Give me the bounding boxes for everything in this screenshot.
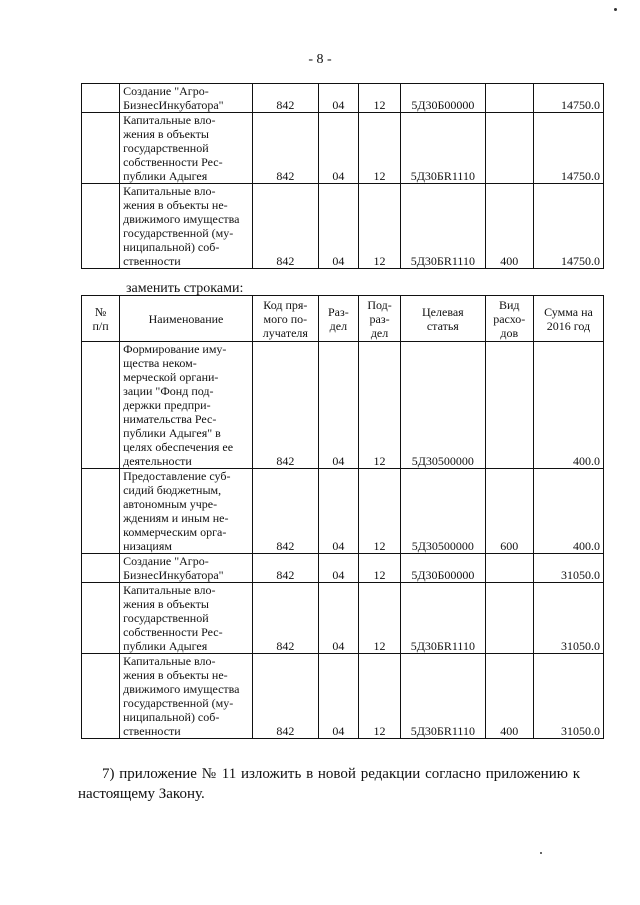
replace-instruction: заменить строками: (126, 281, 244, 296)
cell-expense-type (485, 113, 533, 184)
cell-sum: 400.0 (533, 469, 603, 554)
cell-target: 5Д30500000 (401, 469, 485, 554)
cell-expense-type: 600 (485, 469, 533, 554)
cell-name: Капитальные вло- жения в объекты не- движимого имущества государственной (му- ниципальной) соб- ственности (120, 654, 253, 739)
table-row (82, 113, 604, 184)
scan-mark (614, 8, 617, 11)
cell-name: Капитальные вло- жения в объекты государственной собственности Рес- публики Адыгея (120, 113, 253, 184)
cell-subsection: 12 (358, 84, 400, 113)
cell-target: 5Д30Б00000 (401, 554, 485, 583)
cell-subsection: 12 (358, 654, 400, 739)
cell-section: 04 (318, 342, 358, 469)
table-row (82, 84, 604, 113)
cell-code: 842 (252, 554, 318, 583)
header-code: Код пря- мого по- лучателя (252, 296, 318, 342)
cell-section: 04 (318, 113, 358, 184)
cell-code: 842 (252, 342, 318, 469)
cell-num (82, 84, 120, 113)
header-target: Целевая статья (401, 296, 485, 342)
cell-sum: 31050.0 (533, 583, 603, 654)
cell-target: 5Д30БR1110 (401, 654, 485, 739)
cell-section: 04 (318, 583, 358, 654)
cell-num (82, 184, 120, 269)
cell-section: 04 (318, 184, 358, 269)
table-row (82, 342, 604, 469)
header-section: Раз- дел (318, 296, 358, 342)
cell-name: Создание "Агро- БизнесИнкубатора" (120, 84, 253, 113)
cell-num (82, 342, 120, 469)
cell-sum: 14750.0 (533, 113, 603, 184)
cell-section: 04 (318, 84, 358, 113)
cell-section: 04 (318, 654, 358, 739)
cell-num (82, 113, 120, 184)
cell-subsection: 12 (358, 113, 400, 184)
cell-expense-type (485, 583, 533, 654)
cell-sum: 31050.0 (533, 554, 603, 583)
cell-target: 5Д30Б00000 (401, 84, 485, 113)
table-row (82, 469, 604, 554)
closing-paragraph: 7) приложение № 11 изложить в новой редакции согласно приложению к настоящему Закону. (78, 766, 580, 802)
cell-expense-type (485, 342, 533, 469)
cell-sum: 400.0 (533, 342, 603, 469)
cell-sum: 31050.0 (533, 654, 603, 739)
cell-num (82, 654, 120, 739)
table-row (82, 554, 604, 583)
cell-sum: 14750.0 (533, 84, 603, 113)
cell-code: 842 (252, 469, 318, 554)
budget-table-old (81, 83, 604, 269)
budget-table-old-body (82, 84, 604, 269)
cell-name: Формирование иму- щества неком- мерческой органи- зации "Фонд под- держки предпри- нимательства Рес- публики Адыгея" в целях обеспечения ее деятельности (120, 342, 253, 469)
cell-expense-type: 400 (485, 184, 533, 269)
cell-name: Создание "Агро- БизнесИнкубатора" (120, 554, 253, 583)
table-header (82, 296, 604, 342)
cell-target: 5Д30БR1110 (401, 184, 485, 269)
cell-target: 5Д30500000 (401, 342, 485, 469)
budget-table-new (81, 295, 604, 739)
cell-section: 04 (318, 554, 358, 583)
table-row (82, 184, 604, 269)
cell-section: 04 (318, 469, 358, 554)
header-expense-type: Вид расхо- дов (485, 296, 533, 342)
cell-subsection: 12 (358, 554, 400, 583)
cell-subsection: 12 (358, 583, 400, 654)
cell-subsection: 12 (358, 342, 400, 469)
cell-code: 842 (252, 654, 318, 739)
cell-code: 842 (252, 84, 318, 113)
cell-target: 5Д30БR1110 (401, 113, 485, 184)
page-number: - 8 - (308, 52, 332, 67)
cell-expense-type (485, 554, 533, 583)
table-row (82, 654, 604, 739)
cell-name: Капитальные вло- жения в объекты не- движимого имущества государственной (му- ниципальной) соб- ственности (120, 184, 253, 269)
header-sum: Сумма на 2016 год (533, 296, 603, 342)
header-num: № п/п (82, 296, 120, 342)
scan-mark-bottom (540, 852, 542, 854)
cell-expense-type: 400 (485, 654, 533, 739)
cell-subsection: 12 (358, 184, 400, 269)
header-subsection: Под- раз- дел (358, 296, 400, 342)
cell-target: 5Д30БR1110 (401, 583, 485, 654)
budget-table-new-body (82, 342, 604, 739)
cell-num (82, 554, 120, 583)
cell-name: Предоставление суб- сидий бюджетным, автономным учре- ждениям и иным не- коммерческим орга- низациям (120, 469, 253, 554)
cell-sum: 14750.0 (533, 184, 603, 269)
cell-num (82, 583, 120, 654)
cell-subsection: 12 (358, 469, 400, 554)
cell-code: 842 (252, 583, 318, 654)
cell-code: 842 (252, 184, 318, 269)
cell-name: Капитальные вло- жения в объекты государственной собственности Рес- публики Адыгея (120, 583, 253, 654)
cell-code: 842 (252, 113, 318, 184)
cell-expense-type (485, 84, 533, 113)
cell-num (82, 469, 120, 554)
header-name: Наименование (120, 296, 253, 342)
table-row (82, 583, 604, 654)
